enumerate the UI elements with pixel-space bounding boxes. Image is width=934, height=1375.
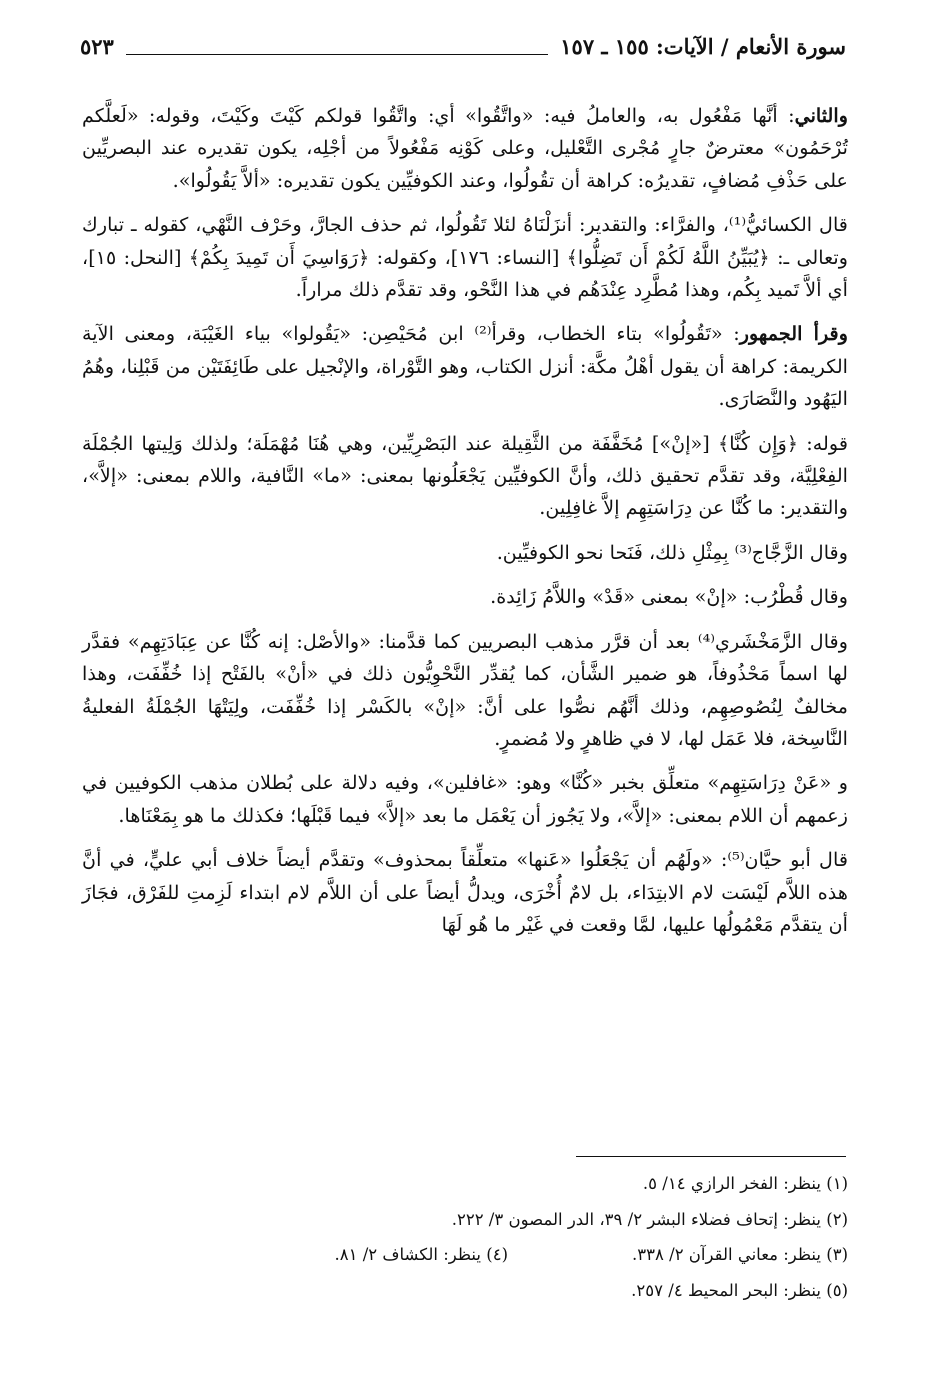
footnote-3: (٣) ينظر: معاني القرآن ٢/ ٣٣٨. — [632, 1245, 848, 1264]
paragraph — [82, 537, 848, 569]
paragraph-lead: والثاني — [794, 104, 848, 127]
paragraph — [82, 767, 848, 832]
footnote-5: (٥) ينظر: البحر المحيط ٤/ ٢٥٧. — [631, 1280, 848, 1300]
footnotes — [82, 1166, 848, 1308]
paragraph-text: قوله: ﴿وَإِن كُنَّا﴾ [«إنْ»] مُخَفَّفَة من الثَّقِيلة عند البَصْرِيِّين، وهي هُنَا مُهْمَلَة؛ ولذلك وَلِيتها الجُمْلَة الفِعْلِيَّة، وقد تقدَّم تحقيق ذلك، وأنَّ الكوفيِّين يَجْعَلُونها بمعنى: «ما» النَّافية، واللام بمعنى: «إلاَّ»، والتقدير: ما كُنَّا عن دِرَاسَتِهِم إلاَّ غافِلِين. — [82, 431, 848, 520]
paragraph-text: قال الكسائيُّ⁽¹⁾، والفرَّاء: والتقدير: أنزَلْنَاهُ لئلا تَقُولُوا، ثم حذف الجارَّ، وحَرْف النَّهْي، كقوله ـ تبارك وتعالى ـ: ﴿يُبَيِّنُ اللَّهُ لَكُمْ أَن تَضِلُّوا﴾ [النساء: ١٧٦]، وكقوله: ﴿رَوَاسِيَ أَن تَمِيدَ بِكُمْ﴾ [النحل: ١٥]، أي ألاَّ تَميد بِكُم، وهذا مُطَّرِد عِنْدَهُم في هذا النَّحْو، وقد تقدَّم ذلك مراراً. — [82, 213, 848, 302]
footnote-4: (٤) ينظر: الكشاف ٢/ ٨١. — [334, 1245, 508, 1264]
paragraph — [82, 626, 848, 756]
footnote-2: (٢) ينظر: إتحاف فضلاء البشر ٢/ ٣٩، الدر المصون ٣/ ٢٢٢. — [451, 1209, 848, 1229]
paragraph — [82, 581, 848, 613]
footnote-row — [82, 1237, 848, 1273]
page-number: ٥٢٣ — [80, 33, 114, 59]
paragraph-lead: وقرأ الجمهور — [739, 322, 848, 346]
paragraph — [82, 100, 848, 197]
paragraph-text: وقال الزَّجَّاج⁽³⁾ بِمِثْلِ ذلك، فَنَحا نحو الكوفيِّين. — [496, 540, 848, 564]
paragraph-text: قال أبو حيَّان⁽⁵⁾: «ولَهُم أن يَجْعَلُوا «عَنها» متعلِّقاً بمحذوف» وتقدَّم أيضاً خلاف أبي عليٍّ، في أنَّ هذه اللاَّم لَيْسَت لام الابتِدَاء، بل لامٌ أُخْرَى، ويدلُّ أيضاً على أن اللاَّم لام ابتداء لَزِمتِ للفَرْق، فجَازَ أن يتقدَّم مَعْمُولُها عليها، لمَّا وقعت في غَيْر ما هُو لَهَا — [82, 848, 848, 936]
main-text — [82, 100, 848, 953]
paragraph — [82, 209, 848, 306]
paragraph-text: : «تَقُولُوا» بتاء الخطاب، وقرأ⁽²⁾ ابن مُحَيْصِن: «يَقُولوا» بياء الغَيْبَة، ومعنى الآية الكريمة: كراهة أن يقول أهْلُ مكَّة: أنزل الكتاب، وهو التَّوْراة، والإنْجيل على طَائِفَتَيْن من قَبْلِنا، وهُمُ اليَهُود والنَّصَارَى. — [82, 322, 848, 411]
header-rule — [126, 54, 548, 55]
running-title: سورة الأنعام / الآيات: ١٥٥ ـ ١٥٧ — [560, 33, 846, 59]
footnote-1: (١) ينظر: الفخر الرازي ١٤/ ٥. — [642, 1174, 848, 1193]
paragraph — [82, 844, 848, 941]
paragraph-text: وقال الزَّمَخْشَري⁽⁴⁾ بعد أن قرَّر مذهب البصريين كما قدَّمنا: «والأصْل: إنه كُنَّا عن عِبَادَتِهِم» فقدَّر لها اسماً مَحْذُوفاً، هو ضمير الشَّأن، كما يُقدِّر النَّحْوِيُّون ذلك في «أنْ» بالفَتْح إذا خُفِّفَت، وهذا مخالفٌ لِنُصُوصِهِم، وذلك أنَّهُم نصُّوا على أنَّ: «إنْ» بالكَسْر إذا خُفِّفَت، ولِيَتْهَا الجُمْلَةُ الفعليةُ النَّاسِخة، فلا عَمَل لها، لا في ظاهرٍ ولا مُضمرٍ. — [82, 629, 848, 750]
paragraph-text: : أنَّها مَفْعُول به، والعاملُ فيه: «واتَّقُوا» أي: واتَّقُوا قولكم كَيْتَ وكَيْتَ، وقوله: «لَعلَّكم تُرْحَمُون» معترضٌ جارٍ مُجْرى التَّعْليل، وعلى كَوْنِه مَفْعُولاً من أجْلِه، يكون تقديره عند البصريِّين على حَذْفِ مُضافٍ، تقديرُه: كراهة أن تقُولُوا، وعند الكوفيِّين يكون تقديره: «ألاَّ يَقُولُوا». — [82, 104, 848, 192]
paragraph-text: وقال قُطْرُب: «إنْ» بمعنى «قَدْ» واللاَّمُ زَائِدة. — [490, 585, 848, 609]
footnote-separator — [576, 1156, 846, 1157]
page-header — [80, 28, 846, 64]
paragraph — [82, 428, 848, 525]
paragraph — [82, 318, 848, 415]
paragraph-text: و «عَنْ دِرَاسَتِهِم» متعلِّق بخبر «كُنَّا» وهو: «غافلين»، وفيه دلالة على بُطلان مذهب الكوفيين في زعمهم أن اللام بمعنى: «إلاَّ»، ولا يَجُوز أن يَعْمَل ما بعد «إلاَّ» فيما قَبْلَها؛ فكذلك ما هو بِمَعْنَاها. — [82, 771, 848, 827]
